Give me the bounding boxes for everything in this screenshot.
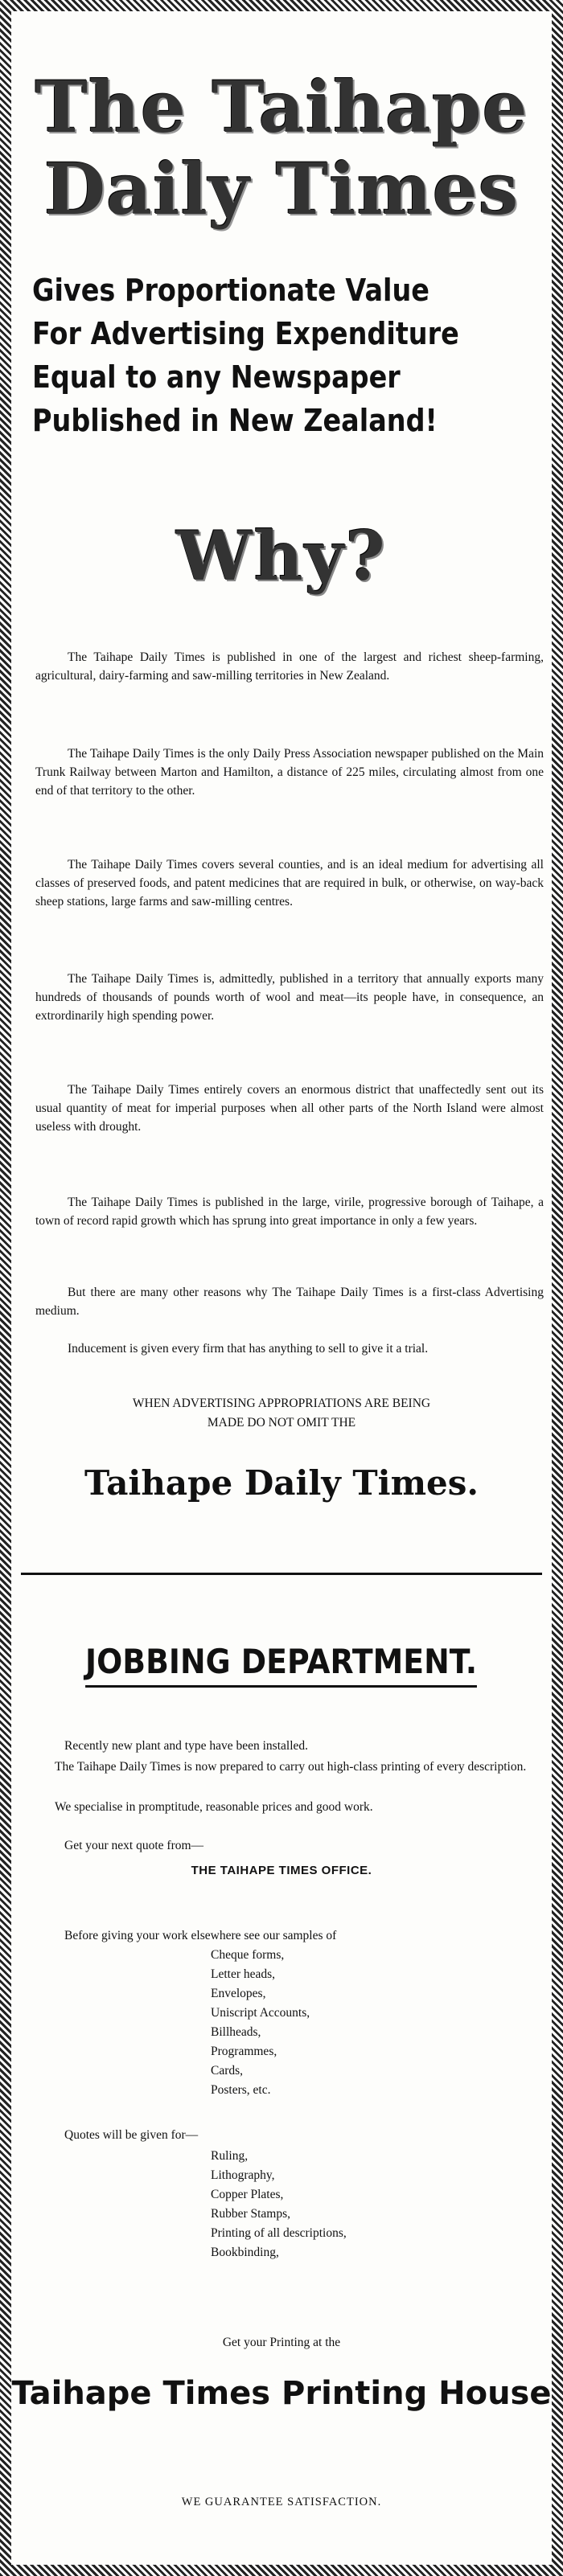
list-item: Lithography, xyxy=(211,2168,275,2182)
list-item: Printing of all descriptions, xyxy=(211,2226,347,2240)
list-item: Cards, xyxy=(211,2064,244,2078)
paragraph-4: The Taihape Daily Times is, admittedly, published in a territory that annually exports many hundreds of thousands of pounds worth of wool and meat—its people have, in consequence, an extrordinarily high spending power. xyxy=(35,972,544,1023)
paragraph-8: Inducement is given every firm that has anything to sell to give it a trial. xyxy=(68,1342,429,1356)
claim-line: Gives Proportionate Value xyxy=(32,273,429,308)
paragraph-2: The Taihape Daily Times is the only Daily Press Association newspaper published on the Main Trunk Railway between Marton and Hamilton, a distance of 225 miles, circulating almost from one end of that territory to the other. xyxy=(35,747,544,798)
paragraph-5: The Taihape Daily Times entirely covers an enormous district that unaffectedly sent out its usual quantity of meat for imperial purposes when all other parts of the North Island were almost useless with drought. xyxy=(35,1083,544,1134)
samples-intro: Before giving your work elsewhere see our samples of xyxy=(64,1929,337,1942)
paragraph-3: The Taihape Daily Times covers several counties, and is an ideal medium for advertising all classes of preserved foods, and patent medicines that are required in bulk, or otherwise, on way-back sheep stations, large farms and saw-milling centres. xyxy=(35,858,544,909)
jobbing-paragraph-1: Recently new plant and type have been installed. xyxy=(64,1739,309,1753)
paragraph-1: The Taihape Daily Times is published in one of the largest and richest sheep-farming, agricultural, dairy-farming and saw-milling territories in New Zealand. xyxy=(35,650,544,683)
get-printing: Get your Printing at the xyxy=(222,2336,341,2349)
masthead xyxy=(0,66,563,230)
office-name: THE TAIHAPE TIMES OFFICE. xyxy=(191,1864,372,1877)
list-item: Copper Plates, xyxy=(211,2188,284,2201)
claim-line: Equal to any Newspaper xyxy=(32,359,401,395)
guarantee: WE GUARANTEE SATISFACTION. xyxy=(181,2496,382,2508)
appropriations-line-2: MADE DO NOT OMIT THE xyxy=(207,1416,356,1430)
jobbing-title: JOBBING DEPARTMENT. xyxy=(85,1640,477,1688)
jobbing-heading xyxy=(0,1640,563,1688)
masthead-line-2: Daily Times xyxy=(43,147,520,231)
why-heading: Why? xyxy=(176,516,387,596)
list-item: Envelopes, xyxy=(211,1987,266,2000)
claim-line: Published in New Zealand! xyxy=(32,403,438,438)
samples-list xyxy=(211,1946,310,2100)
masthead-line-1: The Taihape xyxy=(35,65,528,149)
section-divider xyxy=(21,1573,542,1575)
appropriations-line-1: WHEN ADVERTISING APPROPRIATIONS ARE BEING xyxy=(132,1397,431,1410)
list-item: Uniscript Accounts, xyxy=(211,2006,310,2020)
quotes-intro: Quotes will be given for— xyxy=(64,2128,199,2142)
list-item: Rubber Stamps, xyxy=(211,2207,291,2221)
list-item: Cheque forms, xyxy=(211,1948,285,1962)
jobbing-paragraph-4: Get your next quote from— xyxy=(64,1839,204,1852)
list-item: Letter heads, xyxy=(211,1967,276,1981)
list-item: Programmes, xyxy=(211,2045,277,2058)
printing-house: Taihape Times Printing House xyxy=(11,2375,552,2412)
list-item: Billheads, xyxy=(211,2025,261,2039)
value-claims xyxy=(32,269,485,442)
list-item: Ruling, xyxy=(211,2149,249,2163)
list-item: Posters, etc. xyxy=(211,2083,271,2097)
paragraph-7: But there are many other reasons why The Taihape Daily Times is a first-class Advertising medium. xyxy=(35,1286,544,1318)
jobbing-paragraph-2: The Taihape Daily Times is now prepared to carry out high-class printing of every description. xyxy=(55,1760,527,1774)
claim-line: For Advertising Expenditure xyxy=(32,316,459,351)
jobbing-paragraph-3: We specialise in promptitude, reasonable prices and good work. xyxy=(55,1800,373,1814)
quotes-list xyxy=(211,2147,347,2262)
paper-name: Taihape Daily Times. xyxy=(84,1463,479,1503)
paragraph-6: The Taihape Daily Times is published in the large, virile, progressive borough of Taihape, a town of record rapid growth which has sprung into great importance in only a few years. xyxy=(35,1196,544,1228)
list-item: Bookbinding, xyxy=(211,2246,279,2259)
